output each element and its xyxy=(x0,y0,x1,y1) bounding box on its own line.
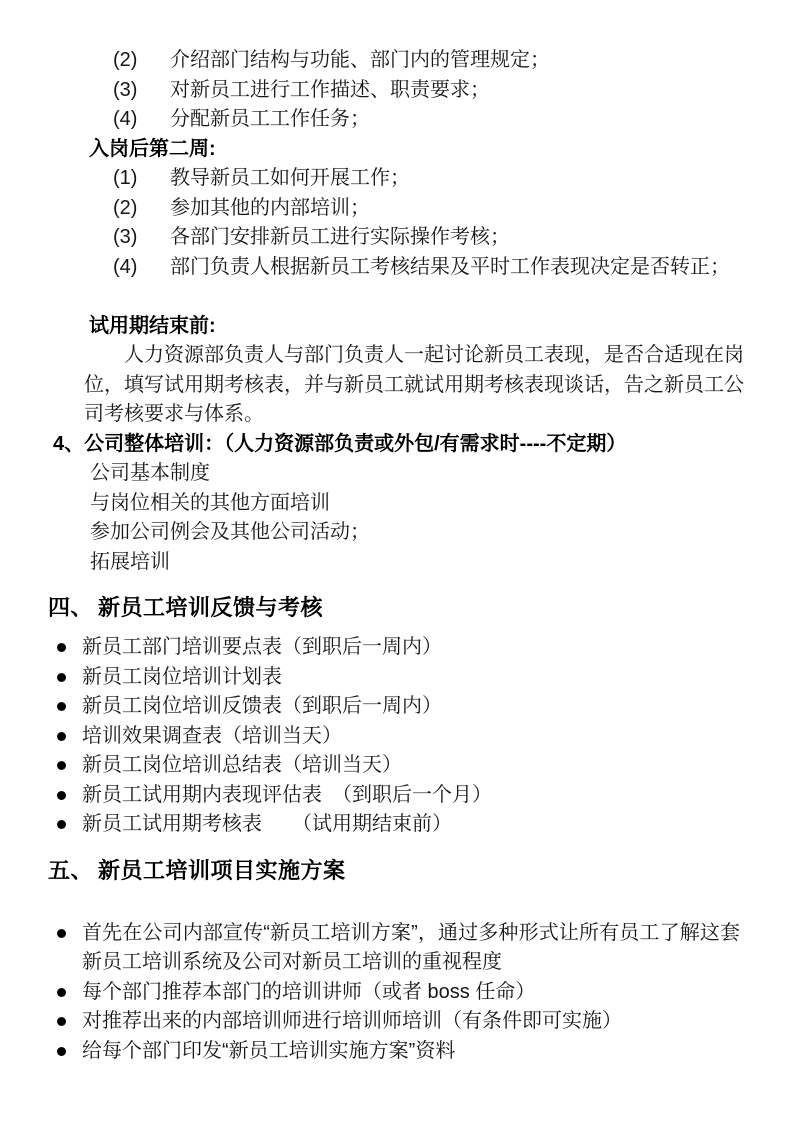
bullet-item xyxy=(57,722,800,752)
bullet-icon xyxy=(57,820,66,829)
item-text: 各部门安排新员工进行实际操作考核； xyxy=(170,226,510,248)
section5-heading xyxy=(48,853,800,889)
section4-title: 新员工培训反馈与考核 xyxy=(98,595,324,620)
bullet-icon xyxy=(57,761,66,770)
item-text: 介绍部门结构与功能、部门内的管理规定； xyxy=(170,49,550,71)
blank-line xyxy=(0,282,800,312)
week2-items xyxy=(0,164,800,282)
subitem-text: 拓展培训 xyxy=(90,550,170,573)
section4-number: 四、 xyxy=(48,595,94,620)
subitem-text: 公司基本制度 xyxy=(90,462,210,484)
bullet-item xyxy=(57,781,800,811)
bullet-icon xyxy=(57,791,66,800)
bullet-text: 给每个部门印发“新员工培训实施方案”资料 xyxy=(82,1039,456,1062)
bullet-icon xyxy=(57,1017,66,1026)
bullet-text: 对推荐出来的内部培训师进行培训师培训（有条件即可实施） xyxy=(82,1010,622,1032)
bullet-icon xyxy=(57,988,66,997)
bullet-item xyxy=(57,663,800,693)
company-training-subitems xyxy=(0,459,800,577)
item-text: 分配新员工工作任务； xyxy=(170,108,370,130)
bullet-text: 新员工岗位培训计划表 xyxy=(82,665,282,688)
numbered-item xyxy=(113,46,800,76)
bullet-icon xyxy=(57,732,66,741)
bullet-icon xyxy=(57,929,66,938)
probation-paragraph: 人力资源部负责人与部门负责人一起讨论新员工表现，是否合适现在岗位，填写试用期考核表，并与新员工就试用期考核表现谈话，告之新员工公司考核要求与体系。 xyxy=(84,344,744,425)
bullet-text: 新员工试用期内表现评估表 （到职后一个月） xyxy=(82,783,492,806)
subitem-text: 与岗位相关的其他方面培训 xyxy=(90,491,330,514)
bullet-text: 新员工试用期考核表 （试用期结束前） xyxy=(82,813,452,835)
bullet-item xyxy=(57,692,800,722)
bullet-text: 新员工岗位培训总结表（培训当天） xyxy=(82,754,402,776)
bullet-text: 首先在公司内部宣传“新员工培训方案”，通过多种形式让所有员工了解这套新员工培训系统及公司对新员工培训的重视程度 xyxy=(82,921,740,973)
bullet-icon xyxy=(57,1047,66,1056)
section5-bullet-list xyxy=(0,919,800,1067)
bullet-icon xyxy=(57,643,66,652)
bullet-icon xyxy=(57,702,66,711)
item-number: (4) xyxy=(113,108,138,130)
bullet-item xyxy=(57,1007,800,1037)
section4-bullet-list xyxy=(0,633,800,840)
item-number: (1) xyxy=(113,167,138,189)
bullet-text: 新员工部门培训要点表（到职后一周内） xyxy=(82,636,442,658)
numbered-item xyxy=(113,253,800,283)
bullet-item xyxy=(57,1037,800,1067)
item-number: (3) xyxy=(113,78,138,101)
probation-heading: 试用期结束前: xyxy=(89,314,216,337)
numbered-item xyxy=(113,76,800,106)
numbered-item xyxy=(113,194,800,224)
item-text: 部门负责人根据新员工考核结果及平时工作表现决定是否转正； xyxy=(170,255,730,278)
item-number: (2) xyxy=(113,49,138,71)
bullet-item xyxy=(57,810,800,840)
section5-title: 新员工培训项目实施方案 xyxy=(98,857,346,883)
bullet-item xyxy=(57,751,800,781)
item-number: (2) xyxy=(113,196,138,219)
bullet-icon xyxy=(57,673,66,682)
section5-number: 五、 xyxy=(48,857,94,883)
section4-heading xyxy=(48,590,800,626)
item-number: (4) xyxy=(113,255,138,278)
bullet-text: 培训效果调查表（培训当天） xyxy=(82,724,342,747)
numbered-item xyxy=(113,164,800,194)
item-number: (3) xyxy=(113,226,138,248)
numbered-item xyxy=(113,105,800,135)
bullet-item xyxy=(57,633,800,663)
item-text: 对新员工进行工作描述、职责要求； xyxy=(170,78,490,101)
item-text: 教导新员工如何开展工作； xyxy=(170,167,410,189)
bullet-item xyxy=(57,919,800,978)
first-week-items xyxy=(0,46,800,135)
bullet-text: 每个部门推荐本部门的培训讲师（或者 boss 任命） xyxy=(82,980,536,1003)
subitem-text: 参加公司例会及其他公司活动； xyxy=(90,521,370,543)
bullet-text: 新员工岗位培训反馈表（到职后一周内） xyxy=(82,695,442,717)
week2-heading: 入岗后第二周: xyxy=(89,137,216,160)
company-training-heading: 4、公司整体培训：（人力资源部负责或外包/有需求时----不定期） xyxy=(53,432,627,455)
item-text: 参加其他的内部培训； xyxy=(170,196,370,219)
numbered-item xyxy=(113,223,800,253)
bullet-item xyxy=(57,978,800,1008)
